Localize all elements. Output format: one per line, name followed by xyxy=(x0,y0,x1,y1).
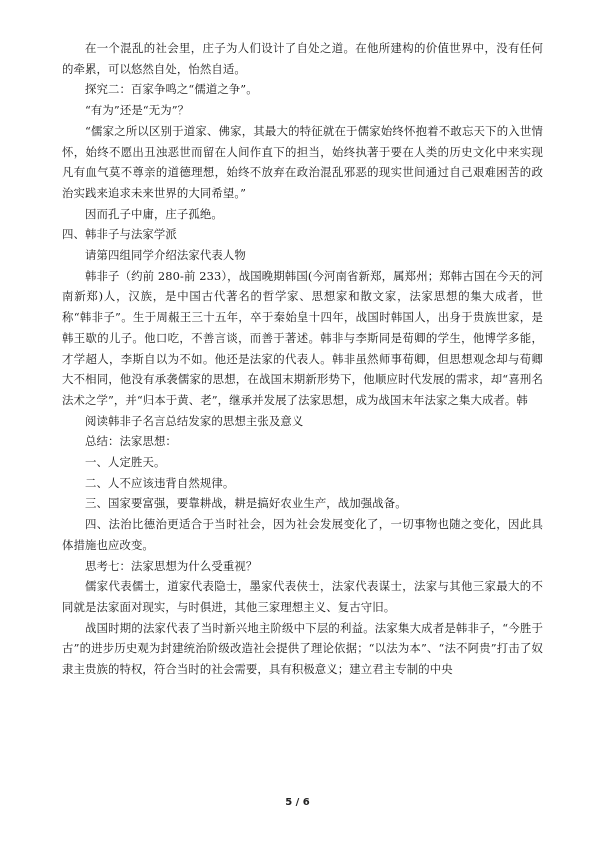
document-body xyxy=(62,38,543,680)
paragraph: 儒家代表儒士，道家代表隐士，墨家代表侠士，法家代表谋士，法家与其他三家最大的不同就是法家面对现实，与时俱进，其他三家理想主义、复古守旧。 xyxy=(62,579,543,614)
paragraph: 请第四组同学介绍法家代表人物 xyxy=(85,248,246,263)
paragraph: 一、人定胜天。 xyxy=(85,455,166,470)
paragraph: 四、韩非子与法家学派 xyxy=(62,227,177,242)
paragraph: 三、国家要富强，要靠耕战，耕是搞好农业生产，战加强战备。 xyxy=(85,496,407,511)
paragraph: 在一个混乱的社会里，庄子为人们设计了自处之道。在他所建构的价值世界中，没有任何的牵累，可以悠然自处，怡然自适。 xyxy=(62,41,543,76)
page-number: 5 / 6 xyxy=(285,797,310,808)
paragraph: 战国时期的法家代表了当时新兴地主阶级中下层的利益。法家集大成者是韩非子，“今胜于古”的进步历史观为封建统治阶级改造社会提供了理论依据；“以法为本”、“法不阿贵”打击了奴隶主贵族的特权，符合当时的社会需要，具有积极意义；建立君主专制的中央 xyxy=(62,620,543,677)
paragraph: 探究二：百家争鸣之“儒道之争”。 xyxy=(85,82,258,97)
paragraph: “儒家之所以区别于道家、佛家，其最大的特征就在于儒家始终怀抱着不敢忘天下的入世情怀，始终不愿出丑浊恶世而留在人间作直下的担当，始终执著于要在人类的历史文化中来实现凡有血气莫不尊亲的道德理想，始终不放弃在政治混乱邪恶的现实世间通过自己艰难困苦的政治实践来追求未来世界的大同希望。” xyxy=(62,123,543,200)
paragraph: 思考七：法家思想为什么受重视？ xyxy=(85,558,258,573)
paragraph: 韩非子（约前 280-前 233），战国晚期韩国(今河南省新郑，属郑州；郑韩古国在今天的河南新郑)人，汉族，是中国古代著名的哲学家、思想家和散文家，法家思想的集大成者，世称“韩非子”。生于周赧王三十五年，卒于秦始皇十四年，战国时韩国人，出身于贵族世家，是韩王歇的儿子。他口吃，不善言谈，而善于著述。韩非与李斯同是荀卿的学生，他博学多能，才学超人，李斯自以为不如。他还是法家的代表人。韩非虽然师事荀卿，但思想观念却与荀卿大不相同，他没有承袭儒家的思想，在战国末期新形势下，他顺应时代发展的需求，却“喜刑名法术之学”，并“归本于黄、老”，继承并发展了法家思想，成为战国末年法家之集大成者。韩 xyxy=(62,268,543,407)
paragraph: 四、法治比德治更适合于当时社会，因为社会发展变化了，一切事物也随之变化，因此具体措施也应改变。 xyxy=(62,517,543,552)
paragraph: 因而孔子中庸，庄子孤绝。 xyxy=(85,206,223,221)
paragraph: 阅读韩非子名言总结发家的思想主张及意义 xyxy=(85,413,304,428)
paragraph: 总结：法家思想： xyxy=(85,434,177,449)
paragraph: 二、人不应该违背自然规律。 xyxy=(85,475,235,490)
paragraph: “有为”还是“无为”？ xyxy=(85,103,190,118)
